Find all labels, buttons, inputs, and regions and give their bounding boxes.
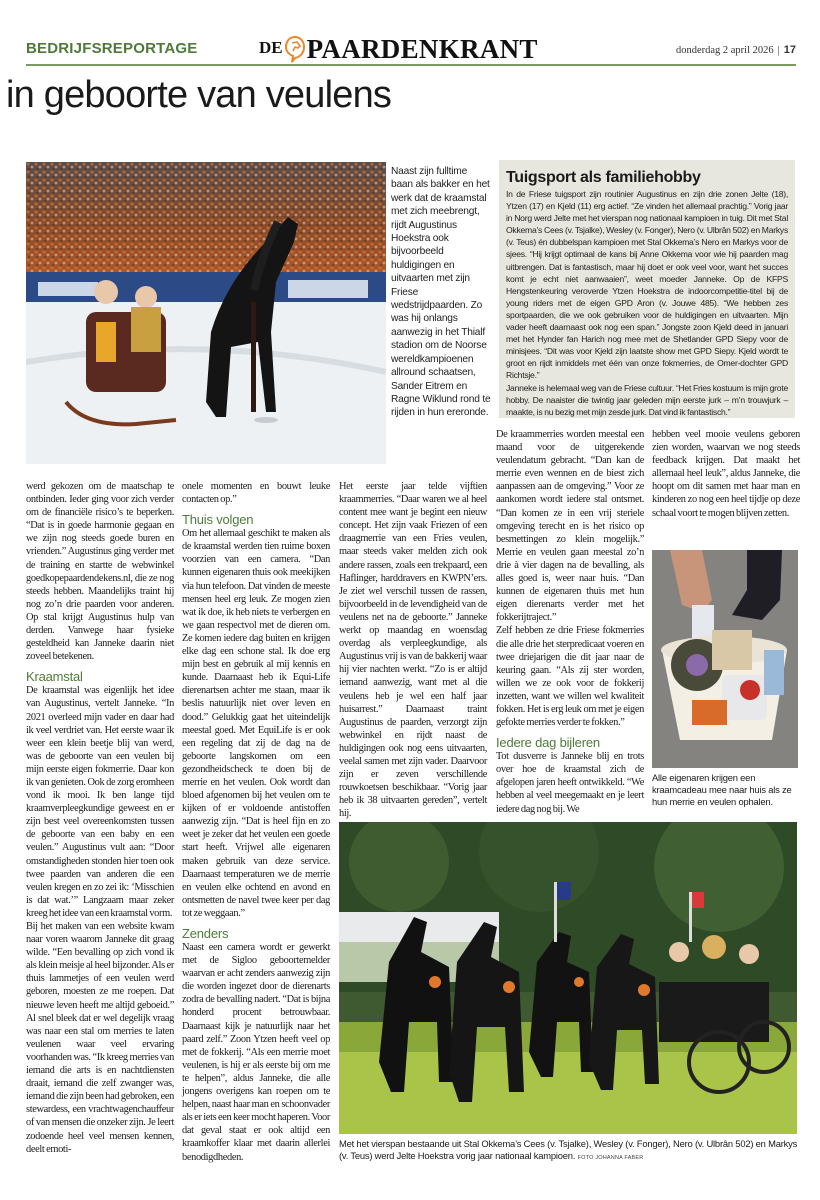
separator: | [777,45,780,56]
headline: in geboorte van veulens [6,74,392,116]
logo-prefix: DE [259,38,283,57]
article-column-3 [339,480,487,820]
box-paragraph: In de Friese tuigsport zijn routinier Augustinus en zijn drie zonen Jelte (18), Ytzen (17) en Kjeld (11) erg actief. “Ze vinden het allemaal prachtig.” Vorig jaar in Norg werd Jelte met het vierspan nog nationaal kampioen in tuig. Dit met Stal Okkema’s Cees (v. Tsjalke), Wesley (v. Fonger), Nero (v. Ulbrân 502) en Markys (v. Teus) én dubbelspan kampioen met Stal Okkema’s Nero en Markys voor de sjees. “Hij krijgt optimaal de kans bij Anne Okkema voor wie hij paarden mag uitbrengen. Dat is fantastisch, maar hij doet er ook veel voor, want het succes komt je echt niet aanwaaien”, weet moeder Janneke. Op de KFPS Hengstenkeuring veroverde Ytzen Hoekstra de indoorcompetitie-titel bij de young riders met de eigen GPD Aron (v. Jouwe 485). “We hebben zes sportpaarden, die we ook gebruiken voor de huldigingen en uitvaarten. Mijn vader heeft daarnaast ook nog een span.” Jongste zoon Kjeld deed in januari met het Hynder fan Harich nog mee met de Shetlander GPD Siepy voor de minisjees. “Dit was voor Kjeld zijn laatste show met GPD Siepy. Kjeld wordt te groot en rijdt inmiddels met één van onze fokmerries, de Omer-dochter GPD Richtsje.” [506,189,788,381]
article-column-4 [496,428,644,816]
paragraph: Het eerste jaar telde vijftien kraammerries. “Daar waren we al heel content mee want je begint een nieuw concept. Het zijn vaak Friezen of een draagmerrie van een Fries veulen, maar steeds vaker melden zich ook andere rassen, zoals een trekpaard, een Haflinger, harddravers en KWPN’ers. Je ziet wel verschil tussen de rassen, bijvoorbeeld in de levendigheid van de veulens net na de geboorte.” Janneke werkt op maandag en woensdag overdag als verpleegkundige, als Augustinus vrij is van de bakkerij waar hij vier nachten werkt. “Zo is er altijd iemand aanwezig, want met al die veulens heb je wel een half jaar huisarrest.” Daarnaast traint Augustinus de paarden, verzorgt zijn webwinkel en rijdt naast de huldigingen ook nog eens uitvaarten, veelal samen met zijn vader. Daarvoor zijn er zeven verschillende rouwkoetsen beschikbaar. “Vorig jaar heb ik 38 uitvaarten gereden”, vertelt hij. [339,481,487,820]
photo-kraamcadeau [652,550,798,768]
gift-photo-caption: Alle eigenaren krijgen een kraamcadeau mee naar huis als ze hun merrie en veulen ophalen. [652,772,792,808]
article-column-5 [652,428,800,520]
article-column-2 [182,480,330,1164]
subheading-thuis-volgen: Thuis volgen [182,512,254,528]
paragraph: Zelf hebben ze drie Friese fokmerries die alle drie het sterpredicaat voeren en twee driejarigen die dit jaar naar de keuring gaan. “Als zij ster worden, willen we ze ook voor de fokkerij inzetten, want we willen wel kwaliteit fokken. Het is erg leuk om met je eigen gefokte merries verder te fokken.” [496,625,644,729]
paragraph: De kraamstal was eigenlijk het idee van Augustinus, vertelt Janneke. “In 2021 overleed mijn vader en daar had ik veel verdriet van. Het eerste waar ik weer een klein beetje blij van werd, was de geboorte van een veulen bij mijn eerste eigen fokmerrie. Daar kon ik van genieten. Ook de zorg eromheen vond ik mooi. Ik ben lange tijd kraamverpleegkundige geweest en er zijn best veel overeenkomsten tussen de geboorte van een baby en een veulen.” Augustinus vult aan: “Door omstandigheden stonden hier toen ook twee paarden van anderen die een veulen kregen en zo zei ik: ‘Misschien is dat wat.’” Langzaam maar zeker kreeg het idee van een kraamstal vorm. [26,685,174,919]
photo-sleigh-image [26,162,386,464]
paragraph: werd gekozen om de maatschap te ontbinden. Ieder ging voor zich verder om de financiële risico’s te beperken. “Dat is in goede harmonie gegaan en we zijn nog steeds goede buren en vrienden.” Augustinus ging verder met de training en startte de webwinkel goedkopepaardendekens.nl, die ze nog steeds hebben. Maandelijks traint hij nog zo’n drie paarden voor anderen. Op stal krijgt Augustinus hulp van derden. Vanwege haar fysieke gesteldheid kan Janneke daarin niet zoveel betekenen. [26,481,174,663]
paragraph: onele momenten en bouwt leuke contacten op.” [182,481,330,506]
newspaper-logo [259,34,538,64]
article-column-1 [26,480,174,1156]
paragraph: hebben veel mooie veulens geboren zien worden, waarvan we nog steeds feedback krijgen. Dat maakt het allemaal heel leuk”, aldus Janneke, die hoopt om dit samen met haar man en kinderen zo nog een heel tijdje op deze schaal voort te mogen blijven zetten. [652,429,800,519]
paragraph: Om het allemaal geschikt te maken als de kraamstal werden tien ruime boxen voorzien van een camera. “Dan kunnen eigenaren thuis ook meekijken via hun telefoon. Dat vinden de meeste mensen heel erg leuk. Ze mogen zien wat ik doe, ik heb niets te verbergen en we gaan respectvol met de dieren om. Ze komen iedere dag buiten en krijgen elke dag een schone stal. Ik doe erg mijn best en gebruik al mij kennis en kunde. Daarnaast heb ik Equi-Life dierenartsen achter me staan, maar ik beslis natuurlijk niet over leven en dood.” Gelukkig gaat het uiteindelijk meestal goed. Met EquiLife is er ook een regeling dat zij de dag na de geboorte langskomen om een gezondheidscheck te doen bij de merrie en het veulen. Ook wordt dan bloed afgenomen bij het veulen om te kijken of er voldoende antistoffen aanwezig zijn. “Dat is heel fijn en zo weet je zeker dat het veulen een goede start heeft. Vrijwel alle eigenaren maken gebruik van deze service. Daarnaast temperaturen we de merrie en veulen elke ochtend en avond en ontsmetten de navel twee keer per dag tot ze weggaan.” [182,528,330,919]
paragraph: De kraammerries worden meestal een maand voor de uitgerekende veulendatum gebracht. “Dan kan de merrie even wennen en de biest zich aanpassen aan de omgeving.” Voor ze aankomen wordt iedere stal ontsmet. “Dan komen ze in een vrij steriele omgeving terecht en is het risico op besmettingen zo klein mogelijk.” Merrie en veulen gaan meestal zo’n drie à vier dagen na de bevalling, als alles goed is, weer naar huis. “Dan kunnen de eigenaren thuis met hun eigen dierenarts verder met het fokkerijtraject.” [496,429,644,624]
box-paragraph: Janneke is helemaal weg van de Friese cultuur. “Het Fries kostuum is mijn grote hobby. De naaister die twintig jaar geleden mijn eerste jurk – m’n trouwjurk – maakte, is nu bezig met mijn zesde jurk. Dat vind ik fantastisch.” [506,382,788,417]
subheading-kraamstal: Kraamstal [26,669,83,685]
issue-date: donderdag 2 april 2026 [675,45,774,56]
photo-vierspan [339,822,797,1134]
photo-gift-bucket-image [652,550,798,768]
paragraph: Naast een camera wordt er gewerkt met de Sigloo geboortemelder waarvan er acht zenders aanwezig zijn die worden ingezet door de dierenarts zodra de bevalling nadert. “Dat is bijna honderd procent betrouwbaar. Daarnaast kijk je natuurlijk naar het paard zelf.” Zoon Ytzen heeft veel op met de fokkerij. “Als een merrie moet veulenen, is hij er als eerste bij om me te helpen”, aldus Janneke, die alle jongens overigens kan roepen om te helpen, naast haar man en schoonvader als er iets een keer mocht haperen. Voor dat geval staat er ook altijd een kraamkoffer klaar met daarin allerlei benodigdheden. [182,942,330,1163]
caption-text: Met het vierspan bestaande uit Stal Okkema’s Cees (v. Tsjalke), Wesley (v. Fonger), Nero (v. Ulbrân 502) en Markys (v. Teus) werd Jelte Hoekstra vorig jaar nationaal kampioen. [339,1138,798,1162]
box-title: Tuigsport als familiehobby [506,169,701,186]
sidebar-box-familiehobby [499,160,795,418]
section-label: BEDRIJFSREPORTAGE [26,40,198,57]
page-number: 17 [783,44,796,56]
side-photo-caption: Naast zijn fulltime baan als bakker en het werk dat de kraamstal met zich meebrengt, rijdt Augustinus Hoekstra ook bijvoorbeeld huldigingen en uitvaarten met zijn Friese wedstrijdpaarden. Zo was hij onlangs aanwezig in het Thialf stadion om de Noorse wereldkampioenen allround schaatsen, Sander Eitrem en Ragne Wiklund rond te rijden in hun ereronde. [391,166,491,419]
masthead-rule [26,64,796,66]
paragraph: Bij het maken van een website kwam naar voren waarom Janneke dit graag wilde. “Een bevalling op zich vond ik als klein meisje al heel bijzonder. Als er thuis lammetjes of een veulen werd geboren, moesten ze me roepen. Dat nieuwe leven heeft me altijd geboeid.” Al snel bleek dat er wel degelijk vraag was naar een stal om merries te laten veulenen waar veel ervaring voorhanden was. “Ik kreeg merries van iemand die arts is en nachtdiensten draait, iemand die zelf zwanger was, iemand die zijn been had gebroken, een stewardess, een vrachtwagenchauffeur of van mensen die onzeker zijn. Je leert zodoende heel veel mensen kennen, deelt emoti- [26,921,174,1155]
photo-four-in-hand-image [339,822,797,1134]
horse-head-icon [284,34,306,64]
bottom-photo-caption [339,1138,801,1164]
photo-sleigh-stadium [26,162,386,464]
subheading-zenders: Zenders [182,926,229,941]
logo-name: PAARDENKRANT [306,34,538,64]
paragraph: Tot dusverre is Janneke blij en trots over hoe de kraamstal zich de afgelopen jaren heeft ontwikkeld. “We hebben al veel meegemaakt en je leert iedere dag nog bij. We [496,751,644,815]
photo-credit: FOTO JOHANNA FABER [577,1155,644,1162]
dateline [676,44,796,56]
masthead [26,36,796,66]
subheading-iedere-dag-bijleren: Iedere dag bijleren [496,735,600,751]
